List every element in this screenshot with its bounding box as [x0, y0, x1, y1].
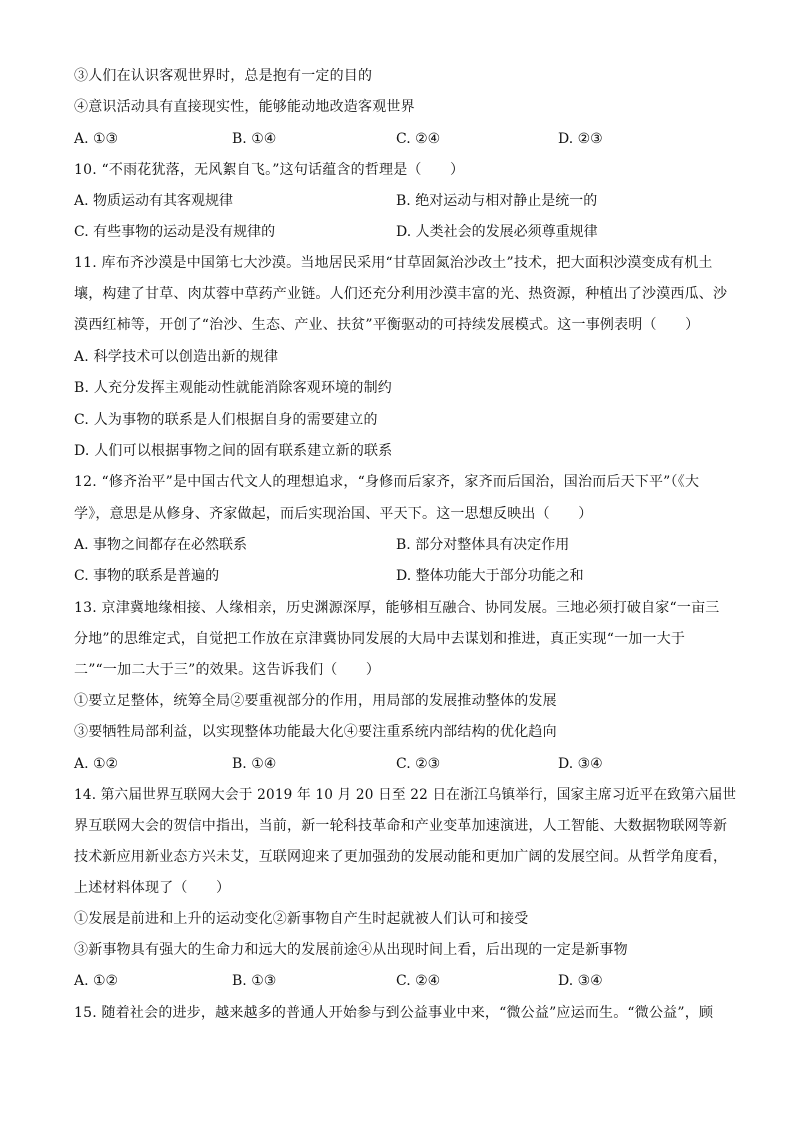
question-11-stem-line: 11. 库布齐沙漠是中国第七大沙漠。当地居民采用“甘草固氮治沙改土”技术，把大面积沙漠变成有机土 — [74, 255, 713, 271]
question-15-stem-line: 15. 随着社会的进步，越来越多的普通人开始参与到公益事业中来，“微公益”应运而生。“微公益”，顾 — [74, 1005, 714, 1021]
option-d: D. ②③ — [558, 131, 603, 147]
option-a: A. 科学技术可以创造出新的规律 — [74, 349, 279, 365]
option-b: B. ①④ — [232, 756, 277, 772]
question-14-stem-line: 界互联网大会的贺信中指出，当前，新一轮科技革命和产业变革加速演进，人工智能、大数据物联网等新 — [74, 818, 728, 834]
question-10-stem: 10. “不雨花犹落，无风絮自飞。”这句话蕴含的哲理是（ ） — [74, 162, 465, 178]
option-d: D. 人们可以根据事物之间的固有联系建立新的联系 — [74, 443, 393, 459]
statement-line: ①要立足整体，统筹全局②要重视部分的作用，用局部的发展推动整体的发展 — [74, 693, 557, 709]
option-d: D. 人类社会的发展必须尊重规律 — [396, 224, 598, 240]
statement-4: ④意识活动具有直接现实性，能够能动地改造客观世界 — [74, 99, 415, 115]
question-13-stem-line: 13. 京津冀地缘相接、人缘相亲，历史渊源深厚，能够相互融合、协同发展。三地必须打破自家“一亩三 — [74, 600, 720, 616]
option-b: B. 人充分发挥主观能动性就能消除客观环境的制约 — [74, 380, 392, 396]
question-14-stem-line: 技术新应用新业态方兴未艾，互联网迎来了更加强劲的发展动能和更加广阔的发展空间。从哲学角度看， — [74, 849, 728, 865]
statement-line: ③要牺牲局部利益，以实现整体功能最大化④要注重系统内部结构的优化趋向 — [74, 724, 557, 740]
option-c: C. ②④ — [396, 973, 441, 989]
question-12-stem-line: 12. “修齐治平”是中国古代文人的理想追求，“身修而后家齐，家齐而后国治，国治而后天下平”（《大 — [74, 474, 700, 490]
question-14-stem-line: 上述材料体现了（ ） — [74, 880, 231, 896]
option-c: C. 事物的联系是普遍的 — [74, 568, 220, 584]
option-b: B. ①③ — [232, 973, 277, 989]
option-a: A. 物质运动有其客观规律 — [74, 193, 234, 209]
statement-line: ③新事物具有强大的生命力和远大的发展前途④从出现时间上看，后出现的一定是新事物 — [74, 942, 628, 958]
option-b: B. 绝对运动与相对静止是统一的 — [396, 193, 598, 209]
statement-line: ①发展是前进和上升的运动变化②新事物自产生时起就被人们认可和接受 — [74, 911, 529, 927]
option-a: A. 事物之间都存在必然联系 — [74, 537, 248, 553]
statement-3: ③人们在认识客观世界时，总是抱有一定的目的 — [74, 68, 373, 84]
question-14-stem-line: 14. 第六届世界互联网大会于 2019 年 10 月 20 日至 22 日在浙江乌镇举行，国家主席习近平在致第六届世 — [74, 787, 737, 803]
option-a: A. ①② — [74, 973, 119, 989]
option-c: C. 人为事物的联系是人们根据自身的需要建立的 — [74, 412, 378, 428]
question-12-stem-line: 学》，意思是从修身、齐家做起，而后实现治国、平天下。这一思想反映出（ ） — [74, 506, 593, 522]
option-b: B. 部分对整体具有决定作用 — [396, 537, 570, 553]
option-a: A. ①③ — [74, 131, 119, 147]
option-a: A. ①② — [74, 756, 119, 772]
option-b: B. ①④ — [232, 131, 277, 147]
question-11-stem-line: 漠西红柿等，开创了“治沙、生态、产业、扶贫”平衡驱动的可持续发展模式。这一事例表明（ ） — [74, 317, 700, 333]
option-d: D. ③④ — [558, 756, 603, 772]
option-c: C. ②③ — [396, 756, 441, 772]
option-d: D. 整体功能大于部分功能之和 — [396, 568, 584, 584]
question-13-stem-line: 二”“一加二大于三”的效果。这告诉我们（ ） — [74, 662, 381, 678]
question-11-stem-line: 壤，构建了甘草、肉苁蓉中草药产业链。人们还充分利用沙漠丰富的光、热资源，种植出了沙漠西瓜、沙 — [74, 286, 728, 302]
question-13-stem-line: 分地”的思维定式，自觉把工作放在京津冀协同发展的大局中去谋划和推进，真正实现“一加一大于 — [74, 631, 686, 647]
option-d: D. ③④ — [558, 973, 603, 989]
option-c: C. 有些事物的运动是没有规律的 — [74, 224, 276, 240]
option-c: C. ②④ — [396, 131, 441, 147]
